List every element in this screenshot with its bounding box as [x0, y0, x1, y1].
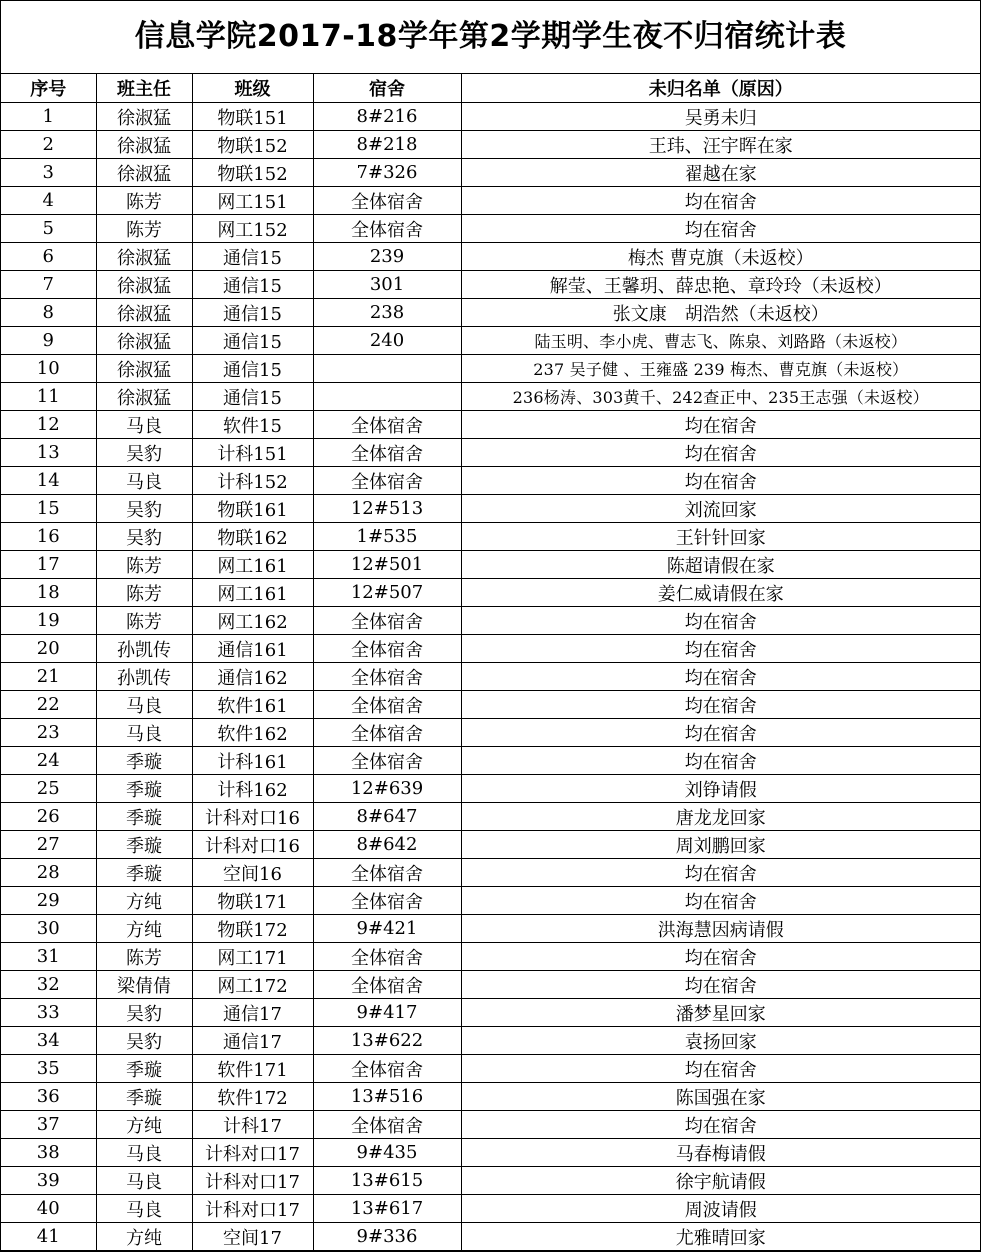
cell-dormitory: 13#622: [313, 1027, 461, 1055]
cell-dormitory: 全体宿舍: [313, 691, 461, 719]
cell-serial-number: 35: [1, 1055, 96, 1083]
cell-serial-number: 4: [1, 187, 96, 215]
cell-head-teacher: 马良: [96, 691, 192, 719]
cell-absent-list: 均在宿舍: [461, 467, 980, 495]
cell-dormitory: 8#642: [313, 831, 461, 859]
header-head-teacher: 班主任: [96, 74, 192, 103]
cell-absent-list: 均在宿舍: [461, 747, 980, 775]
cell-head-teacher: 徐淑猛: [96, 159, 192, 187]
cell-absent-list: 袁扬回家: [461, 1027, 980, 1055]
table-row: [1, 215, 980, 243]
cell-dormitory: [313, 383, 461, 411]
cell-head-teacher: 马良: [96, 1195, 192, 1223]
cell-class: 网工152: [192, 215, 313, 243]
cell-head-teacher: 徐淑猛: [96, 103, 192, 131]
cell-absent-list: 刘铮请假: [461, 775, 980, 803]
cell-class: 计科161: [192, 747, 313, 775]
cell-class: 通信15: [192, 271, 313, 299]
cell-absent-list: 均在宿舍: [461, 691, 980, 719]
cell-head-teacher: 吴豹: [96, 999, 192, 1027]
cell-dormitory: 8#647: [313, 803, 461, 831]
cell-absent-list: 均在宿舍: [461, 887, 980, 915]
cell-class: 通信161: [192, 635, 313, 663]
header-absent-list: 未归名单（原因）: [461, 74, 980, 103]
cell-absent-list: 陈超请假在家: [461, 551, 980, 579]
table-row: [1, 831, 980, 859]
table-row: [1, 691, 980, 719]
cell-dormitory: 全体宿舍: [313, 719, 461, 747]
cell-head-teacher: 吴豹: [96, 1027, 192, 1055]
cell-class: 网工162: [192, 607, 313, 635]
cell-head-teacher: 徐淑猛: [96, 355, 192, 383]
table-row: [1, 327, 980, 355]
cell-class: 物联162: [192, 523, 313, 551]
cell-absent-list: 姜仁威请假在家: [461, 579, 980, 607]
table-row: [1, 663, 980, 691]
cell-serial-number: 5: [1, 215, 96, 243]
header-dormitory: 宿舍: [313, 74, 461, 103]
cell-head-teacher: 季璇: [96, 859, 192, 887]
cell-class: 物联171: [192, 887, 313, 915]
cell-absent-list: 解莹、王馨玥、薛忠艳、章玲玲（未返校）: [461, 271, 980, 299]
table-row: [1, 467, 980, 495]
table-row: [1, 187, 980, 215]
table-row: [1, 747, 980, 775]
cell-head-teacher: 陈芳: [96, 607, 192, 635]
cell-head-teacher: 陈芳: [96, 215, 192, 243]
cell-class: 软件161: [192, 691, 313, 719]
cell-dormitory: 12#507: [313, 579, 461, 607]
cell-serial-number: 30: [1, 915, 96, 943]
cell-absent-list: 均在宿舍: [461, 607, 980, 635]
cell-dormitory: 8#218: [313, 131, 461, 159]
cell-absent-list: 王针针回家: [461, 523, 980, 551]
cell-head-teacher: 季璇: [96, 747, 192, 775]
cell-dormitory: 全体宿舍: [313, 1055, 461, 1083]
cell-serial-number: 25: [1, 775, 96, 803]
table-row: [1, 159, 980, 187]
cell-absent-list: 均在宿舍: [461, 215, 980, 243]
cell-class: 物联172: [192, 915, 313, 943]
cell-head-teacher: 吴豹: [96, 495, 192, 523]
cell-dormitory: 全体宿舍: [313, 859, 461, 887]
cell-dormitory: 全体宿舍: [313, 411, 461, 439]
table-row: [1, 803, 980, 831]
cell-serial-number: 2: [1, 131, 96, 159]
table-row: [1, 719, 980, 747]
cell-serial-number: 15: [1, 495, 96, 523]
cell-absent-list: 均在宿舍: [461, 663, 980, 691]
table-row: [1, 635, 980, 663]
cell-dormitory: 13#516: [313, 1083, 461, 1111]
table-row: [1, 1055, 980, 1083]
cell-dormitory: 240: [313, 327, 461, 355]
cell-serial-number: 38: [1, 1139, 96, 1167]
cell-serial-number: 22: [1, 691, 96, 719]
cell-class: 计科对口17: [192, 1195, 313, 1223]
cell-head-teacher: 季璇: [96, 775, 192, 803]
table-row: [1, 1167, 980, 1195]
cell-class: 计科对口17: [192, 1167, 313, 1195]
cell-serial-number: 39: [1, 1167, 96, 1195]
table-row: [1, 1027, 980, 1055]
cell-absent-list: 洪海慧因病请假: [461, 915, 980, 943]
cell-serial-number: 16: [1, 523, 96, 551]
cell-class: 通信17: [192, 1027, 313, 1055]
cell-serial-number: 6: [1, 243, 96, 271]
cell-serial-number: 11: [1, 383, 96, 411]
cell-serial-number: 1: [1, 103, 96, 131]
cell-head-teacher: 季璇: [96, 803, 192, 831]
table-row: [1, 1083, 980, 1111]
cell-head-teacher: 方纯: [96, 915, 192, 943]
cell-dormitory: 全体宿舍: [313, 747, 461, 775]
cell-class: 计科17: [192, 1111, 313, 1139]
cell-serial-number: 36: [1, 1083, 96, 1111]
cell-serial-number: 34: [1, 1027, 96, 1055]
table-row: [1, 971, 980, 999]
cell-class: 物联151: [192, 103, 313, 131]
cell-head-teacher: 方纯: [96, 1111, 192, 1139]
cell-absent-list: 徐宇航请假: [461, 1167, 980, 1195]
cell-absent-list: 翟越在家: [461, 159, 980, 187]
table-row: [1, 1111, 980, 1139]
cell-head-teacher: 马良: [96, 1139, 192, 1167]
table-row: [1, 495, 980, 523]
table-row: [1, 271, 980, 299]
cell-serial-number: 13: [1, 439, 96, 467]
cell-head-teacher: 季璇: [96, 1055, 192, 1083]
table-row: [1, 999, 980, 1027]
cell-serial-number: 19: [1, 607, 96, 635]
cell-dormitory: 全体宿舍: [313, 607, 461, 635]
cell-dormitory: 9#421: [313, 915, 461, 943]
cell-serial-number: 8: [1, 299, 96, 327]
cell-head-teacher: 方纯: [96, 1223, 192, 1251]
table-row: [1, 887, 980, 915]
cell-absent-list: 吴勇未归: [461, 103, 980, 131]
cell-head-teacher: 徐淑猛: [96, 383, 192, 411]
cell-head-teacher: 陈芳: [96, 943, 192, 971]
cell-dormitory: 全体宿舍: [313, 1111, 461, 1139]
cell-serial-number: 20: [1, 635, 96, 663]
cell-head-teacher: 陈芳: [96, 579, 192, 607]
cell-absent-list: 梅杰 曹克旗（未返校）: [461, 243, 980, 271]
cell-absent-list: 均在宿舍: [461, 635, 980, 663]
table-row: [1, 439, 980, 467]
cell-serial-number: 31: [1, 943, 96, 971]
cell-serial-number: 28: [1, 859, 96, 887]
table-row: [1, 1195, 980, 1223]
cell-dormitory: 1#535: [313, 523, 461, 551]
cell-serial-number: 17: [1, 551, 96, 579]
table-row: [1, 103, 980, 131]
header-row: [1, 74, 980, 103]
table-row: [1, 943, 980, 971]
cell-serial-number: 9: [1, 327, 96, 355]
cell-dormitory: 全体宿舍: [313, 971, 461, 999]
cell-dormitory: 全体宿舍: [313, 187, 461, 215]
cell-head-teacher: 马良: [96, 411, 192, 439]
cell-class: 计科对口16: [192, 803, 313, 831]
table-row: [1, 523, 980, 551]
cell-head-teacher: 方纯: [96, 887, 192, 915]
cell-serial-number: 12: [1, 411, 96, 439]
cell-class: 网工161: [192, 579, 313, 607]
cell-class: 物联152: [192, 159, 313, 187]
cell-absent-list: 均在宿舍: [461, 411, 980, 439]
cell-class: 通信15: [192, 243, 313, 271]
cell-head-teacher: 马良: [96, 719, 192, 747]
cell-class: 网工172: [192, 971, 313, 999]
table-row: [1, 607, 980, 635]
cell-dormitory: 12#513: [313, 495, 461, 523]
cell-serial-number: 21: [1, 663, 96, 691]
cell-class: 网工171: [192, 943, 313, 971]
cell-dormitory: 13#615: [313, 1167, 461, 1195]
cell-absent-list: 均在宿舍: [461, 943, 980, 971]
table-row: [1, 355, 980, 383]
cell-absent-list: 陆玉明、李小虎、曹志飞、陈泉、刘路路（未返校）: [461, 327, 980, 355]
cell-head-teacher: 陈芳: [96, 187, 192, 215]
cell-absent-list: 王玮、汪宇晖在家: [461, 131, 980, 159]
cell-serial-number: 29: [1, 887, 96, 915]
cell-absent-list: 尤雅晴回家: [461, 1223, 980, 1251]
cell-absent-list: 张文康 胡浩然（未返校）: [461, 299, 980, 327]
cell-dormitory: 238: [313, 299, 461, 327]
table-body: [1, 103, 980, 1251]
cell-serial-number: 27: [1, 831, 96, 859]
cell-dormitory: 8#216: [313, 103, 461, 131]
cell-serial-number: 14: [1, 467, 96, 495]
cell-class: 计科对口17: [192, 1139, 313, 1167]
cell-head-teacher: 陈芳: [96, 551, 192, 579]
cell-dormitory: 12#639: [313, 775, 461, 803]
cell-class: 物联152: [192, 131, 313, 159]
cell-dormitory: 全体宿舍: [313, 467, 461, 495]
cell-head-teacher: 梁倩倩: [96, 971, 192, 999]
cell-head-teacher: 季璇: [96, 831, 192, 859]
cell-head-teacher: 孙凯传: [96, 663, 192, 691]
cell-class: 软件15: [192, 411, 313, 439]
cell-absent-list: 均在宿舍: [461, 971, 980, 999]
table-row: [1, 411, 980, 439]
cell-head-teacher: 马良: [96, 1167, 192, 1195]
cell-dormitory: [313, 355, 461, 383]
cell-serial-number: 33: [1, 999, 96, 1027]
cell-dormitory: 7#326: [313, 159, 461, 187]
cell-class: 通信15: [192, 327, 313, 355]
cell-head-teacher: 季璇: [96, 1083, 192, 1111]
cell-dormitory: 全体宿舍: [313, 439, 461, 467]
cell-absent-list: 均在宿舍: [461, 1055, 980, 1083]
cell-dormitory: 12#501: [313, 551, 461, 579]
table-row: [1, 915, 980, 943]
cell-class: 网工151: [192, 187, 313, 215]
cell-head-teacher: 马良: [96, 467, 192, 495]
cell-serial-number: 23: [1, 719, 96, 747]
cell-dormitory: 9#435: [313, 1139, 461, 1167]
cell-class: 通信15: [192, 383, 313, 411]
table-row: [1, 1223, 980, 1251]
cell-serial-number: 18: [1, 579, 96, 607]
cell-dormitory: 全体宿舍: [313, 215, 461, 243]
table-row: [1, 859, 980, 887]
header-class: 班级: [192, 74, 313, 103]
table-row: [1, 579, 980, 607]
cell-class: 网工161: [192, 551, 313, 579]
table-row: [1, 1139, 980, 1167]
cell-class: 通信162: [192, 663, 313, 691]
cell-serial-number: 32: [1, 971, 96, 999]
cell-class: 计科151: [192, 439, 313, 467]
table-row: [1, 131, 980, 159]
cell-head-teacher: 徐淑猛: [96, 243, 192, 271]
cell-class: 通信15: [192, 299, 313, 327]
cell-absent-list: 周波请假: [461, 1195, 980, 1223]
cell-class: 空间16: [192, 859, 313, 887]
cell-class: 物联161: [192, 495, 313, 523]
table-row: [1, 299, 980, 327]
cell-head-teacher: 徐淑猛: [96, 131, 192, 159]
cell-absent-list: 236杨涛、303黄千、242查正中、235王志强（未返校）: [461, 383, 980, 411]
cell-serial-number: 40: [1, 1195, 96, 1223]
cell-class: 计科162: [192, 775, 313, 803]
cell-dormitory: 全体宿舍: [313, 635, 461, 663]
cell-dormitory: 301: [313, 271, 461, 299]
cell-absent-list: 潘梦星回家: [461, 999, 980, 1027]
cell-dormitory: 9#336: [313, 1223, 461, 1251]
cell-absent-list: 均在宿舍: [461, 719, 980, 747]
cell-absent-list: 周刘鹏回家: [461, 831, 980, 859]
cell-dormitory: 239: [313, 243, 461, 271]
cell-absent-list: 唐龙龙回家: [461, 803, 980, 831]
cell-dormitory: 全体宿舍: [313, 663, 461, 691]
cell-absent-list: 均在宿舍: [461, 859, 980, 887]
cell-head-teacher: 徐淑猛: [96, 299, 192, 327]
table-row: [1, 383, 980, 411]
cell-dormitory: 13#617: [313, 1195, 461, 1223]
cell-serial-number: 37: [1, 1111, 96, 1139]
header-serial-number: 序号: [1, 74, 96, 103]
cell-head-teacher: 徐淑猛: [96, 271, 192, 299]
cell-serial-number: 41: [1, 1223, 96, 1251]
cell-class: 软件162: [192, 719, 313, 747]
cell-head-teacher: 吴豹: [96, 439, 192, 467]
cell-serial-number: 26: [1, 803, 96, 831]
table-row: [1, 551, 980, 579]
cell-class: 软件171: [192, 1055, 313, 1083]
cell-absent-list: 均在宿舍: [461, 439, 980, 467]
cell-class: 通信15: [192, 355, 313, 383]
cell-dormitory: 全体宿舍: [313, 887, 461, 915]
cell-class: 计科对口16: [192, 831, 313, 859]
table-row: [1, 775, 980, 803]
cell-head-teacher: 徐淑猛: [96, 327, 192, 355]
cell-class: 计科152: [192, 467, 313, 495]
cell-absent-list: 均在宿舍: [461, 187, 980, 215]
cell-absent-list: 马春梅请假: [461, 1139, 980, 1167]
cell-dormitory: 全体宿舍: [313, 943, 461, 971]
cell-class: 通信17: [192, 999, 313, 1027]
cell-absent-list: 陈国强在家: [461, 1083, 980, 1111]
cell-absent-list: 刘流回家: [461, 495, 980, 523]
cell-serial-number: 24: [1, 747, 96, 775]
cell-head-teacher: 孙凯传: [96, 635, 192, 663]
sheet-title: 信息学院2017-18学年第2学期学生夜不归宿统计表: [1, 1, 980, 74]
statistics-table: [1, 74, 980, 1251]
cell-class: 软件172: [192, 1083, 313, 1111]
cell-serial-number: 3: [1, 159, 96, 187]
cell-serial-number: 10: [1, 355, 96, 383]
cell-dormitory: 9#417: [313, 999, 461, 1027]
cell-serial-number: 7: [1, 271, 96, 299]
cell-absent-list: 均在宿舍: [461, 1111, 980, 1139]
cell-head-teacher: 吴豹: [96, 523, 192, 551]
cell-absent-list: 237 吴子健 、王雍盛 239 梅杰、曹克旗（未返校）: [461, 355, 980, 383]
table-row: [1, 243, 980, 271]
cell-class: 空间17: [192, 1223, 313, 1251]
